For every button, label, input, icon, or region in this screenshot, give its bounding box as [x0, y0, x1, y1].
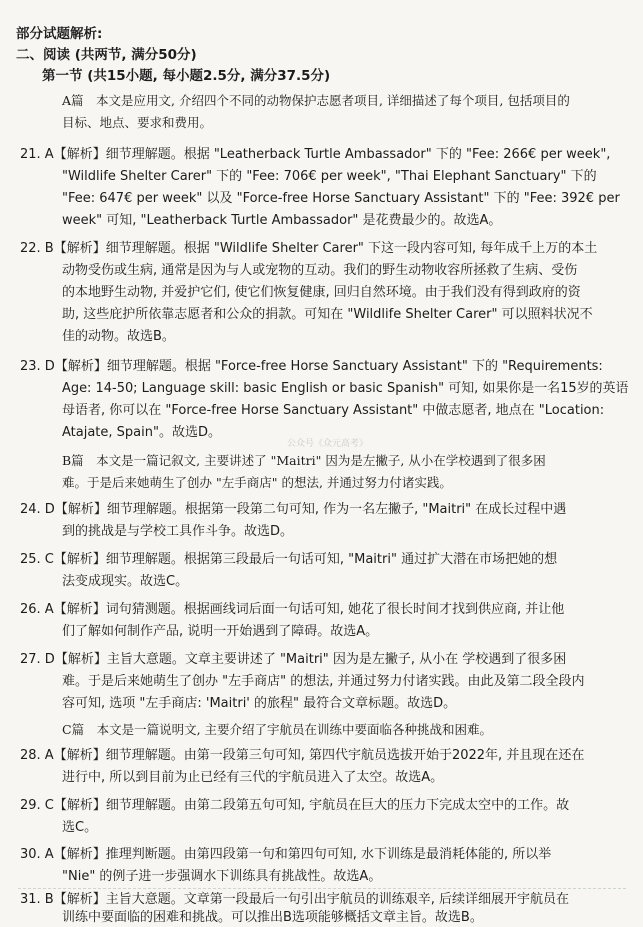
answer-22-line: 助, 这些庇护所依靠志愿者和公众的捐款。可知在 "Wildlife Shelter Carer" 可以照料状况不: [62, 307, 593, 322]
answer-28: 28. A【解析】细节理解题。由第一段第三句可知, 第四代宇航员选拔开始于2022年, 并且现在还在: [20, 748, 585, 763]
passage-b-intro: B篇 本文是一篇记叙文, 主要讲述了 "Maitri" 因为是左撇子, 从小在学校遇到了很多困: [62, 453, 546, 468]
answer-26-line: 们了解如何制作产品, 说明一开始遇到了障碍。故选A。: [62, 624, 379, 639]
answer-28-line: 进行中, 所以到目前为止已经有三代的宇航员进入了太空。故选A。: [62, 770, 444, 785]
answer-30: 30. A【解析】推理判断题。由第四段第一句和第四句可知, 水下训练是最消耗体能的, 所以举: [20, 847, 552, 862]
answer-25-line: 法变成现实。故选C。: [62, 574, 189, 589]
watermark: 公众号《众元高考》: [287, 439, 369, 449]
answer-27: 27. D【解析】主旨大意题。文章主要讲述了 "Maitri" 因为是左撇子, 从小在 学校遇到了很多困: [20, 652, 567, 667]
answer-27-line: 难。于是后来她萌生了创办 "左手商店" 的想法, 并通过努力付诸实践。由此及第二段全段内: [62, 674, 585, 689]
answer-30-line: "Nie" 的例子进一步强调水下训练具有挑战性。故选A。: [62, 869, 382, 884]
answer-21-line: week" 可知, "Leatherback Turtle Ambassador" 是花费最少的。故选A。: [62, 213, 502, 228]
passage-b-intro-cont: 难。于是后来她萌生了创办 "左手商店" 的想法, 并通过努力付诸实践。: [62, 475, 452, 490]
answer-23-line: Atajate, Spain"。故选D。: [62, 425, 221, 440]
answer-24: 24. D【解析】细节理解题。根据第一段第二句可知, 作为一名左撇子, "Maitri" 在成长过程中遇: [20, 502, 567, 517]
answer-23-line: 母语者, 你可以在 "Force-free Horse Sanctuary Assistant" 中做志愿者, 地点在 "Location:: [62, 403, 605, 418]
answer-23-line: Age: 14-50; Language skill: basic English or basic Spanish" 可知, 如果你是一名15岁的英语: [62, 381, 629, 396]
answer-22-line: 动物受伤或生病, 通常是因为与人或宠物的互动。我们的野生动物收容所拯救了生病、受伤: [62, 263, 578, 278]
answer-29: 29. C【解析】细节理解题。由第二段第五句可知, 宇航员在巨大的压力下完成太空中的工作。故: [20, 798, 570, 813]
answer-22-line: 佳的动物。故选B。: [62, 329, 175, 344]
answer-21: 21. A【解析】细节理解题。根据 "Leatherback Turtle Ambassador" 下的 "Fee: 266€ per week",: [20, 147, 611, 162]
answer-21-line: "Fee: 647€ per week" 以及 "Force-free Horse Sanctuary Assistant" 下的 "Fee: 392€ per: [62, 191, 620, 206]
answer-27-line: 容可知, 选项 "左手商店: 'Maitri' 的旅程" 最符合文章标题。故选D。: [62, 696, 457, 711]
passage-c-intro: C篇 本文是一篇说明文, 主要介绍了宇航员在训练中要面临各种挑战和困难。: [62, 722, 493, 737]
answer-23: 23. D【解析】细节理解题。根据 "Force-free Horse Sanctuary Assistant" 下的 "Requirements:: [20, 359, 603, 374]
answer-29-line: 选C。: [62, 820, 98, 835]
section-divider: [18, 888, 626, 889]
answer-31-line: 训练中要面临的困难和挑战。可以推出B选项能够概括文章主旨。故选B。: [62, 910, 483, 925]
passage-a-intro: A篇 本文是应用文, 介绍四个不同的动物保护志愿者项目, 详细描述了每个项目, 包括项目的: [62, 93, 570, 108]
answer-26: 26. A【解析】词句猜测题。根据画线词后面一句话可知, 她花了很长时间才找到供应商, 并让他: [20, 602, 565, 617]
answer-22-line: 的本地野生动物, 并爱护它们, 使它们恢复健康, 回归自然环境。由于我们没有得到政府的资: [62, 285, 581, 300]
part-heading: 第一节 (共15小题, 每小题2.5分, 满分37.5分): [42, 68, 331, 84]
answer-24-line: 到的挑战是与学校工具作斗争。故选D。: [62, 524, 294, 539]
section-heading: 二、阅读 (共两节, 满分50分): [16, 47, 197, 63]
answer-22: 22. B【解析】细节理解题。根据 "Wildlife Shelter Carer" 下这一段内容可知, 每年成千上万的本土: [20, 241, 598, 256]
answer-31: 31. B【解析】主旨大意题。文章第一段最后一句引出宇航员的训练艰辛, 后续详细展开宇航员在: [20, 892, 569, 907]
answer-21-line: "Wildlife Shelter Carer" 下的 "Fee: 706€ per week", "Thai Elephant Sanctuary" 下的: [62, 169, 597, 184]
answer-25: 25. C【解析】细节理解题。根据第三段最后一句话可知, "Maitri" 通过扩大潜在市场把她的想: [20, 552, 558, 567]
page-title: 部分试题解析:: [16, 26, 103, 42]
passage-a-intro-cont: 目标、地点、要求和费用。: [62, 115, 213, 130]
